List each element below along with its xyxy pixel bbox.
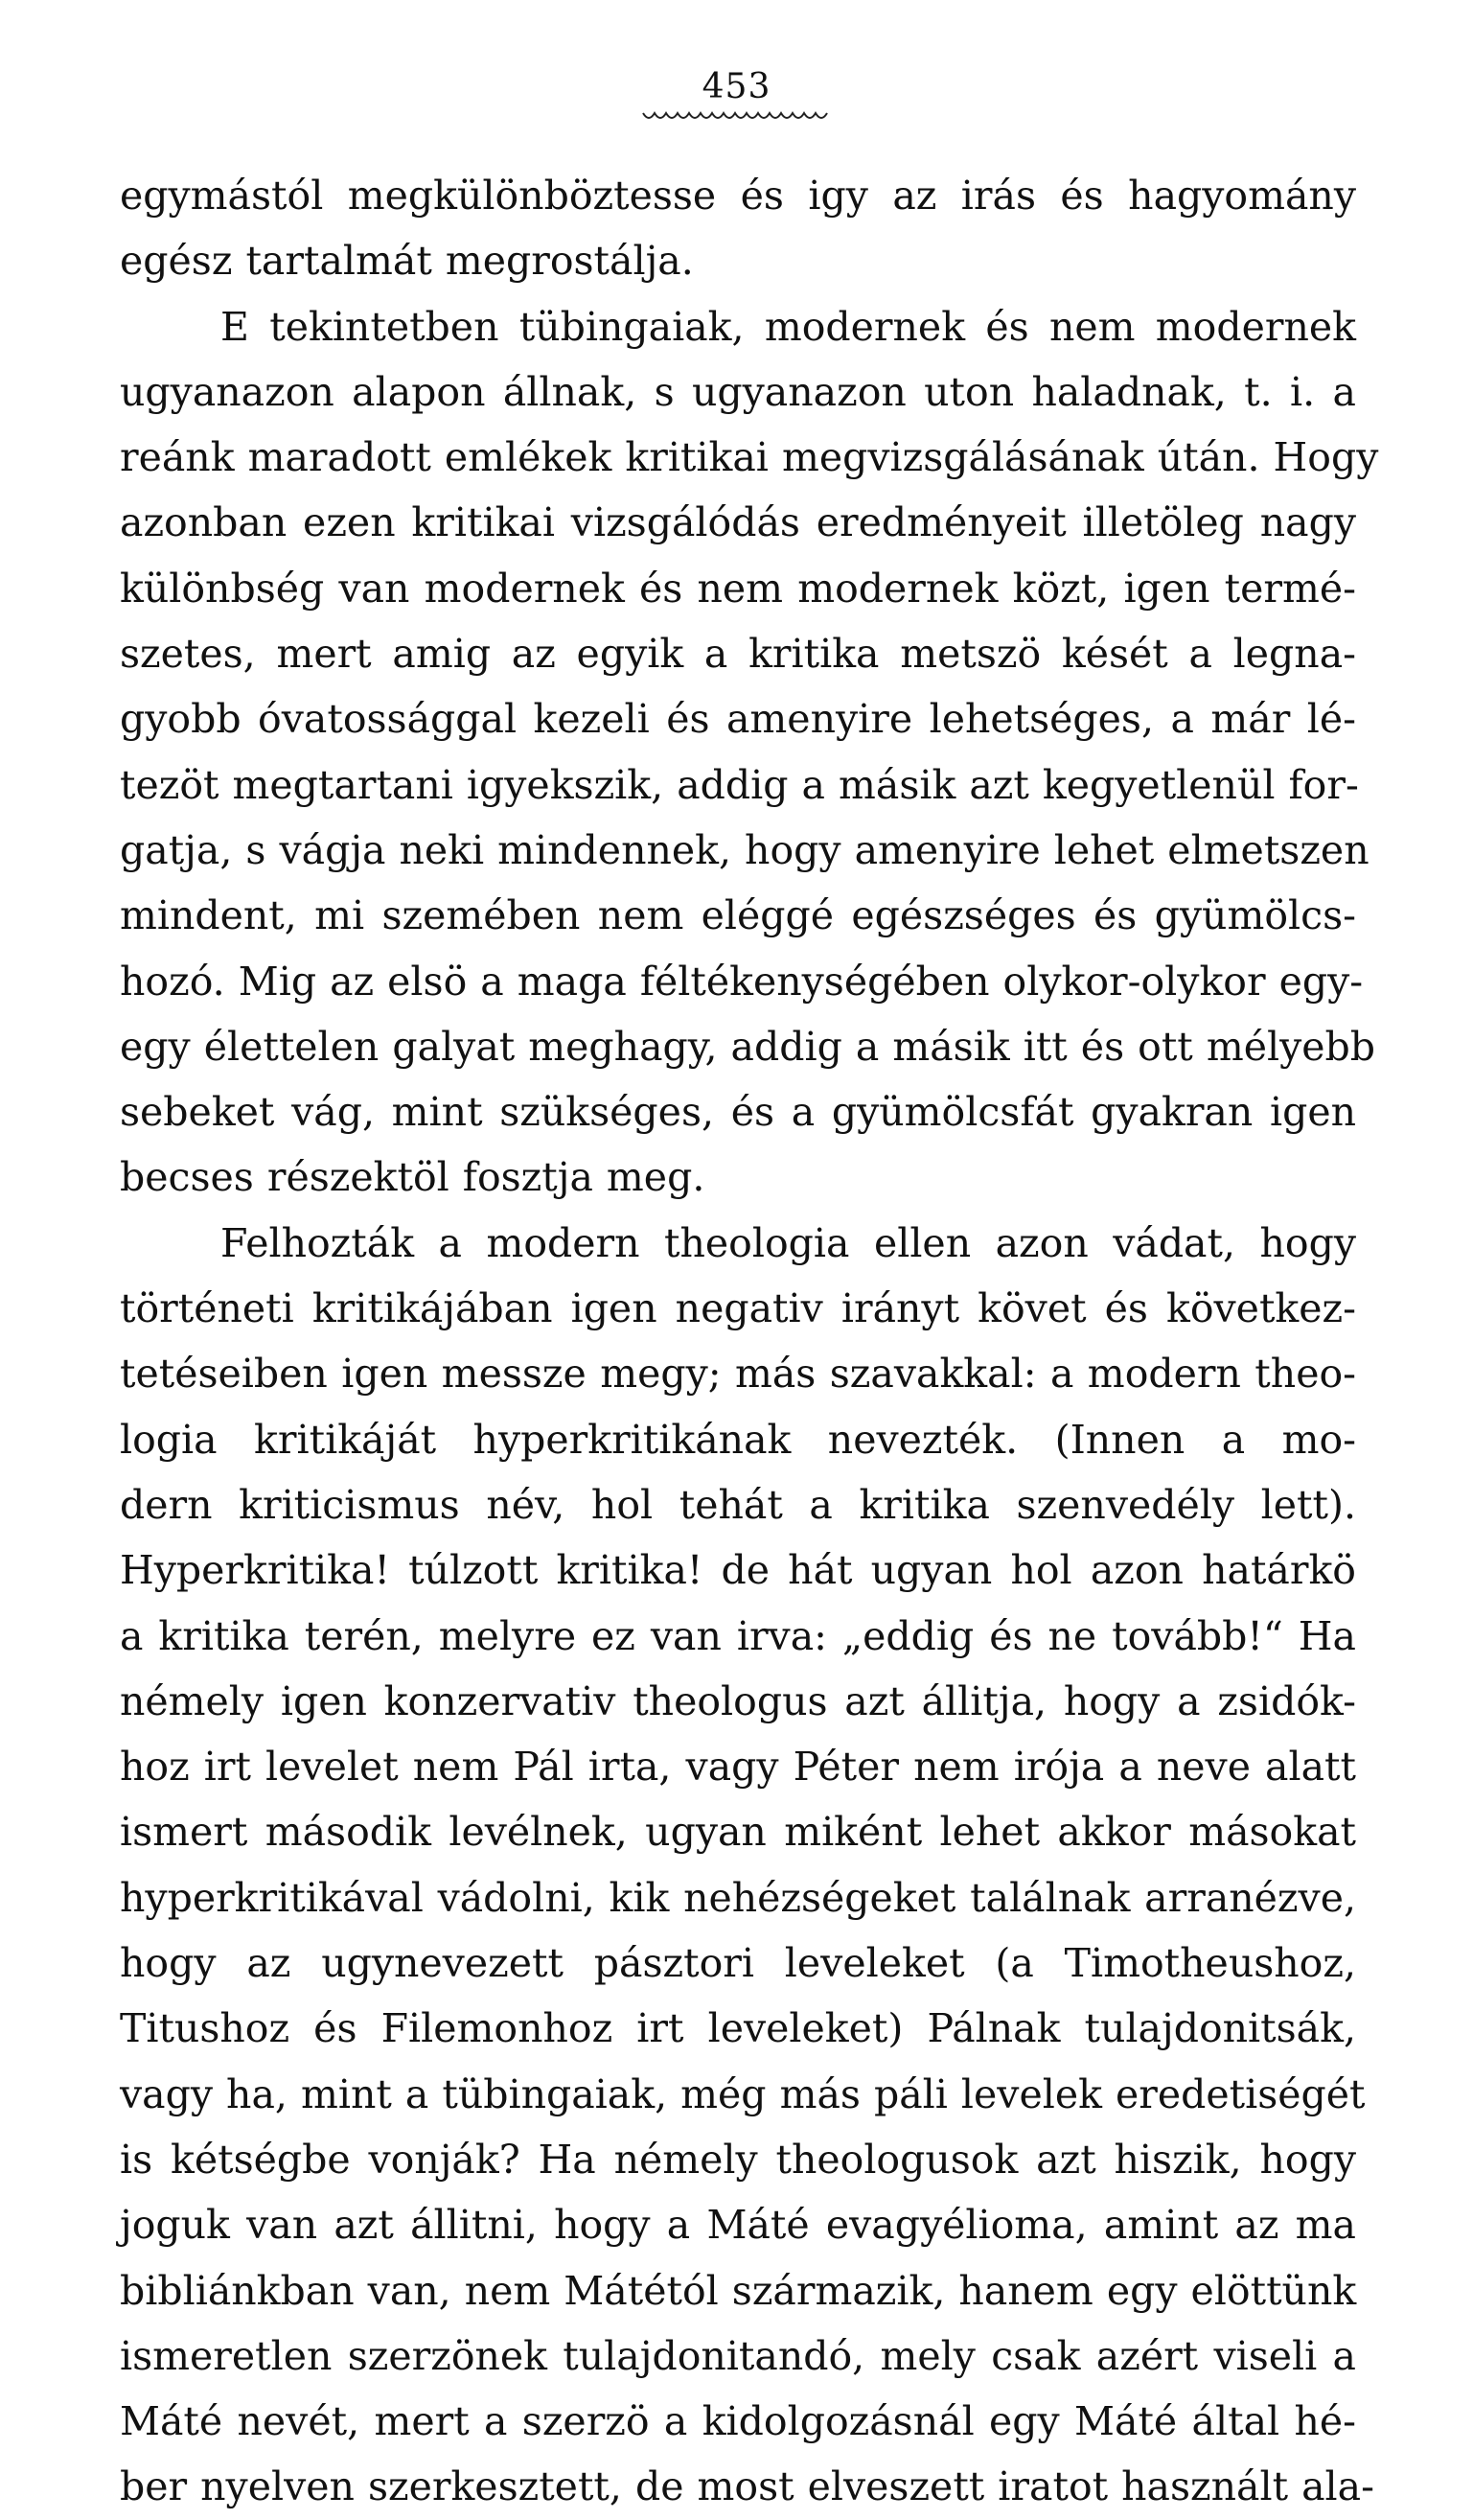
body-text <box>120 163 1379 2520</box>
text-line: Felhozták a modern theologia ellen azon vádat, hogy <box>220 1219 1356 1266</box>
text-line: hogy az ugynevezett pásztori leveleket (a Timotheushoz, <box>120 1940 1356 1987</box>
text-line: a kritika terén, melyre ez van irva: „eddig és ne tovább!“ Ha <box>120 1612 1356 1659</box>
text-line: hozó. Mig az elsö a maga féltékenységében olykor-olykor egy- <box>120 958 1364 1005</box>
wavy-ornament <box>0 107 1473 128</box>
text-line: Titushoz és Filemonhoz irt leveleket) Pálnak tulajdonitsák, <box>120 2005 1356 2052</box>
text-line: némely igen konzervativ theologus azt állitja, hogy a zsidók- <box>120 1677 1356 1724</box>
text-line: mindent, mi szemében nem eléggé egészséges és gyümölcs- <box>120 892 1356 939</box>
text-line: szetes, mert amig az egyik a kritika metszö kését a legna- <box>120 631 1356 678</box>
text-line: E tekintetben tübingaiak, modernek és nem modernek <box>220 303 1356 350</box>
text-line: becses részektöl fosztja meg. <box>120 1154 705 1201</box>
text-line: hyperkritikával vádolni, kik nehézségeket találnak arranézve, <box>120 1874 1356 1921</box>
text-line: dern kriticismus név, hol tehát a kritika szenvedély lett). <box>120 1481 1356 1528</box>
text-line: egy élettelen galyat meghagy, addig a másik itt és ott mélyebb <box>120 1023 1375 1070</box>
wavy-rule-icon <box>641 107 833 128</box>
text-line: joguk van azt állitni, hogy a Máté evagyélioma, amint az ma <box>120 2202 1356 2249</box>
text-line: gyobb óvatossággal kezeli és amenyire lehetséges, a már lé- <box>120 696 1356 743</box>
text-line: vagy ha, mint a tübingaiak, még más páli levelek eredetiségét <box>120 2070 1366 2117</box>
text-line: ugyanazon alapon állnak, s ugyanazon uton haladnak, t. i. a <box>120 368 1356 415</box>
text-line: sebeket vág, mint szükséges, és a gyümölcsfát gyakran igen <box>120 1089 1356 1136</box>
text-line: is kétségbe vonják? Ha némely theologusok azt hiszik, hogy <box>120 2136 1356 2183</box>
text-line: tezöt megtartani igyekszik, addig a másik azt kegyetlenül for- <box>120 761 1359 808</box>
text-line: történeti kritikájában igen negativ irányt követ és következ- <box>120 1285 1356 1332</box>
text-line: ismert második levélnek, ugyan miként lehet akkor másokat <box>120 1809 1356 1856</box>
text-line: hoz irt levelet nem Pál irta, vagy Péter nem irója a neve alatt <box>120 1744 1356 1791</box>
page-number: 453 <box>702 67 771 106</box>
text-line: egész tartalmát megrostálja. <box>120 238 694 285</box>
text-line: ber nyelven szerkesztett, de most elveszett iratot használt ala- <box>120 2463 1374 2510</box>
text-line: különbség van modernek és nem modernek közt, igen termé- <box>120 565 1356 612</box>
text-line: tetéseiben igen messze megy; más szavakkal: a modern theo- <box>120 1351 1356 1398</box>
text-line: egymástól megkülönböztesse és igy az irás és hagyomány <box>120 173 1356 219</box>
text-line: Máté nevét, mert a szerzö a kidolgozásnál egy Máté által hé- <box>120 2398 1356 2445</box>
text-line: azonban ezen kritikai vizsgálódás eredményeit illetöleg nagy <box>120 499 1356 546</box>
text-line: Hyperkritika! túlzott kritika! de hát ugyan hol azon határkö <box>120 1547 1356 1594</box>
text-line: gatja, s vágja neki mindennek, hogy amenyire lehet elmetszen <box>120 826 1369 873</box>
text-line: ismeretlen szerzönek tulajdonitandó, mely csak azért viseli a <box>120 2332 1356 2379</box>
text-line: logia kritikáját hyperkritikának nevezték. (Innen a mo- <box>120 1416 1356 1463</box>
text-line: bibliánkban van, nem Mátétól származik, hanem egy elöttünk <box>120 2267 1357 2314</box>
text-line: reánk maradott emlékek kritikai megvizsgálásának útán. Hogy <box>120 434 1379 481</box>
